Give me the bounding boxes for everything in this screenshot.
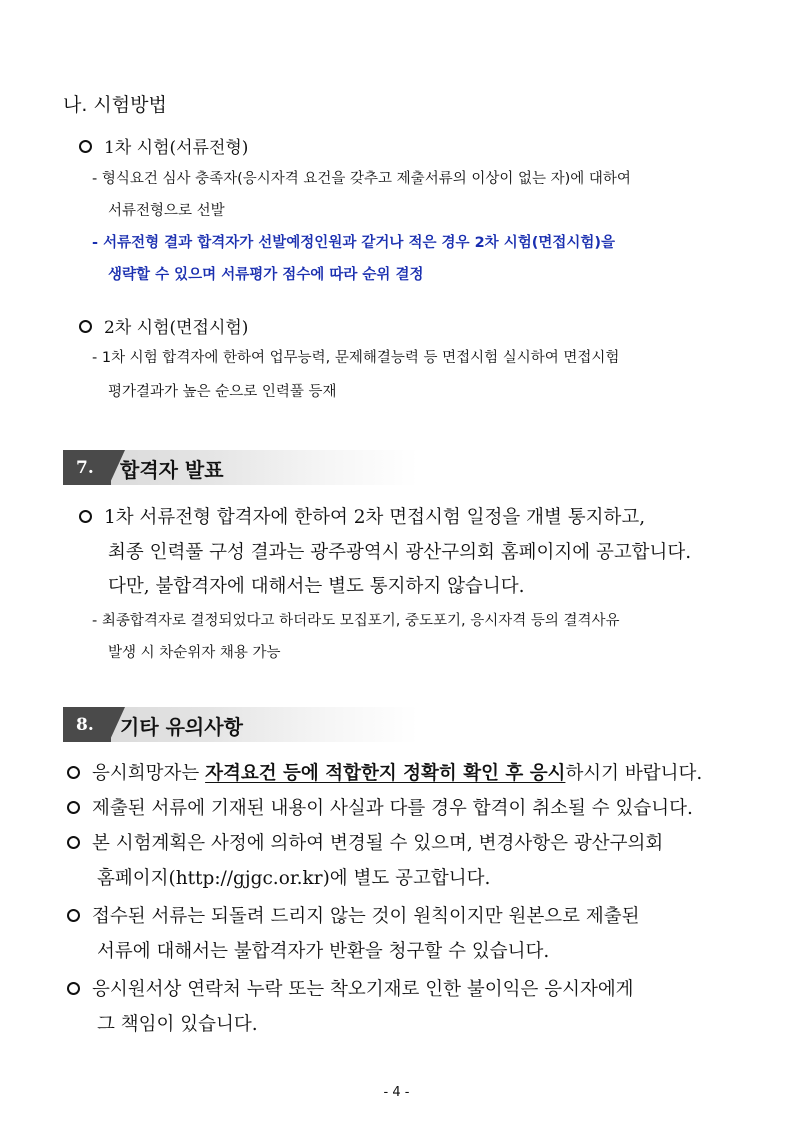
circle-bullet-icon xyxy=(79,140,92,153)
page-number: - 4 - xyxy=(383,1085,410,1100)
circle-bullet-icon xyxy=(67,909,80,922)
list-item-announcement xyxy=(79,503,645,529)
notice-3-line2: 홈페이지(http://gjgc.or.kr)에 별도 공고합니다. xyxy=(97,868,491,889)
first-exam-note-line2: 생략할 수 있으며 서류평가 점수에 따라 순위 결정 xyxy=(108,267,424,283)
list-item-notice-3 xyxy=(67,829,663,855)
first-exam-detail-line1: - 형식요건 심사 충족자(응시자격 요건을 갖추고 제출서류의 이상이 없는 자)에 대하여 xyxy=(92,171,631,187)
notice-5-line2: 그 책임이 있습니다. xyxy=(97,1014,258,1035)
list-item-notice-1 xyxy=(67,759,702,785)
section-number: 7. xyxy=(76,458,94,478)
list-item-notice-5 xyxy=(67,975,634,1001)
second-exam-label: 2차 시험(면접시험) xyxy=(104,318,249,338)
circle-bullet-icon xyxy=(67,982,80,995)
announcement-note-line1: - 최종합격자로 결정되었다고 하더라도 모집포기, 중도포기, 응시자격 등의 결격사유 xyxy=(92,613,620,629)
announcement-note-line2: 발생 시 차순위자 채용 가능 xyxy=(108,645,281,661)
list-item-second-exam xyxy=(79,313,248,338)
notice-4-line2: 서류에 대해서는 불합격자가 반환을 청구할 수 있습니다. xyxy=(97,941,550,962)
notice-1-prefix: 응시희망자는 xyxy=(92,763,206,784)
list-item-first-exam xyxy=(79,133,248,158)
announcement-line2: 최종 인력풀 구성 결과는 광주광역시 광산구의회 홈페이지에 공고합니다. xyxy=(108,542,692,563)
second-exam-detail-line1: - 1차 시험 합격자에 한하여 업무능력, 문제해결능력 등 면접시험 실시하여 면접시험 xyxy=(92,350,620,366)
section-title: 기타 유의사항 xyxy=(120,715,243,739)
notice-5-line1: 응시원서상 연락처 누락 또는 착오기재로 인한 불이익은 응시자에게 xyxy=(92,979,634,1000)
first-exam-label: 1차 시험(서류전형) xyxy=(104,138,249,158)
list-item-notice-2 xyxy=(67,794,693,820)
circle-bullet-icon xyxy=(79,510,92,523)
announcement-line1: 1차 서류전형 합격자에 한하여 2차 면접시험 일정을 개별 통지하고, xyxy=(104,507,646,528)
first-exam-detail-line2: 서류전형으로 선발 xyxy=(108,203,225,219)
notice-1-suffix: 하시기 바랍니다. xyxy=(565,763,703,784)
circle-bullet-icon xyxy=(79,320,92,333)
announcement-line3: 다만, 불합격자에 대해서는 별도 통지하지 않습니다. xyxy=(108,576,525,597)
circle-bullet-icon xyxy=(67,766,80,779)
section-heading-exam-method: 나. 시험방법 xyxy=(63,94,167,116)
circle-bullet-icon xyxy=(67,801,80,814)
section-header-8 xyxy=(63,707,418,742)
section-number: 8. xyxy=(76,715,94,735)
section-header-7 xyxy=(63,450,418,485)
list-item-notice-4 xyxy=(67,902,639,928)
first-exam-note-line1: - 서류전형 결과 합격자가 선발예정인원과 같거나 적은 경우 2차 시험(면접시험)을 xyxy=(92,235,616,251)
second-exam-detail-line2: 평가결과가 높은 순으로 인력풀 등재 xyxy=(108,384,337,400)
section-title: 합격자 발표 xyxy=(120,458,224,482)
notice-1-emphasis: 자격요건 등에 적합한지 정확히 확인 후 응시 xyxy=(205,763,566,784)
notice-4-line1: 접수된 서류는 되돌려 드리지 않는 것이 원칙이지만 원본으로 제출된 xyxy=(92,906,640,927)
notice-2-text: 제출된 서류에 기재된 내용이 사실과 다를 경우 합격이 취소될 수 있습니다. xyxy=(92,798,693,819)
circle-bullet-icon xyxy=(67,836,80,849)
notice-3-line1: 본 시험계획은 사정에 의하여 변경될 수 있으며, 변경사항은 광산구의회 xyxy=(92,833,664,854)
